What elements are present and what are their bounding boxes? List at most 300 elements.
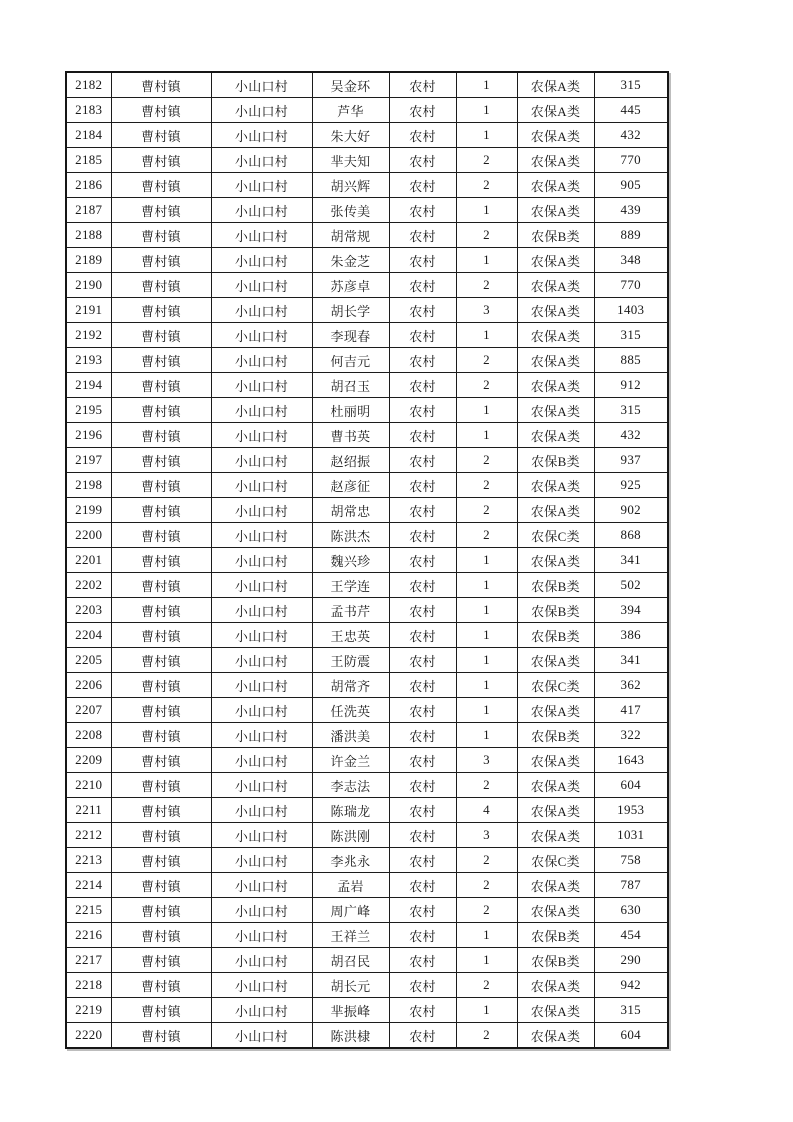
table-row	[66, 698, 668, 723]
cell-insurance-category: 农保A类	[517, 973, 594, 998]
cell-record-number: 2213	[66, 848, 111, 873]
table-row	[66, 973, 668, 998]
table-row	[66, 623, 668, 648]
cell-record-number: 2188	[66, 223, 111, 248]
cell-insurance-category: 农保A类	[517, 548, 594, 573]
cell-record-number: 2217	[66, 948, 111, 973]
cell-count: 1	[456, 948, 517, 973]
cell-village: 小山口村	[211, 248, 312, 273]
cell-residence-type: 农村	[389, 998, 456, 1023]
cell-residence-type: 农村	[389, 898, 456, 923]
table-row	[66, 598, 668, 623]
cell-town: 曹村镇	[111, 273, 211, 298]
cell-record-number: 2202	[66, 573, 111, 598]
cell-insurance-category: 农保C类	[517, 673, 594, 698]
table-row	[66, 723, 668, 748]
cell-residence-type: 农村	[389, 323, 456, 348]
cell-residence-type: 农村	[389, 1023, 456, 1049]
cell-residence-type: 农村	[389, 573, 456, 598]
cell-residence-type: 农村	[389, 548, 456, 573]
cell-person-name: 陈洪刚	[312, 823, 389, 848]
cell-village: 小山口村	[211, 823, 312, 848]
cell-town: 曹村镇	[111, 148, 211, 173]
cell-amount: 432	[594, 423, 668, 448]
cell-town: 曹村镇	[111, 123, 211, 148]
cell-amount: 502	[594, 573, 668, 598]
cell-insurance-category: 农保A类	[517, 498, 594, 523]
cell-person-name: 李兆永	[312, 848, 389, 873]
cell-village: 小山口村	[211, 623, 312, 648]
cell-town: 曹村镇	[111, 523, 211, 548]
cell-amount: 770	[594, 148, 668, 173]
cell-insurance-category: 农保A类	[517, 698, 594, 723]
cell-insurance-category: 农保B类	[517, 573, 594, 598]
cell-insurance-category: 农保A类	[517, 648, 594, 673]
cell-amount: 454	[594, 923, 668, 948]
cell-record-number: 2211	[66, 798, 111, 823]
cell-village: 小山口村	[211, 748, 312, 773]
cell-count: 2	[456, 173, 517, 198]
cell-town: 曹村镇	[111, 98, 211, 123]
cell-village: 小山口村	[211, 798, 312, 823]
cell-residence-type: 农村	[389, 248, 456, 273]
cell-amount: 604	[594, 773, 668, 798]
cell-residence-type: 农村	[389, 423, 456, 448]
cell-record-number: 2190	[66, 273, 111, 298]
cell-town: 曹村镇	[111, 198, 211, 223]
cell-insurance-category: 农保A类	[517, 473, 594, 498]
cell-person-name: 曹书英	[312, 423, 389, 448]
cell-town: 曹村镇	[111, 723, 211, 748]
cell-person-name: 何吉元	[312, 348, 389, 373]
cell-town: 曹村镇	[111, 498, 211, 523]
cell-insurance-category: 农保A类	[517, 198, 594, 223]
table-row	[66, 998, 668, 1023]
cell-record-number: 2194	[66, 373, 111, 398]
cell-residence-type: 农村	[389, 973, 456, 998]
cell-record-number: 2212	[66, 823, 111, 848]
cell-residence-type: 农村	[389, 823, 456, 848]
cell-record-number: 2184	[66, 123, 111, 148]
cell-count: 4	[456, 798, 517, 823]
cell-person-name: 胡长学	[312, 298, 389, 323]
cell-insurance-category: 农保B类	[517, 623, 594, 648]
cell-residence-type: 农村	[389, 298, 456, 323]
cell-village: 小山口村	[211, 723, 312, 748]
table-body	[66, 72, 668, 1048]
cell-count: 2	[456, 148, 517, 173]
cell-village: 小山口村	[211, 148, 312, 173]
cell-village: 小山口村	[211, 923, 312, 948]
cell-insurance-category: 农保A类	[517, 273, 594, 298]
cell-insurance-category: 农保C类	[517, 848, 594, 873]
cell-village: 小山口村	[211, 398, 312, 423]
cell-count: 1	[456, 72, 517, 98]
cell-count: 1	[456, 598, 517, 623]
cell-town: 曹村镇	[111, 398, 211, 423]
cell-record-number: 2182	[66, 72, 111, 98]
cell-village: 小山口村	[211, 848, 312, 873]
cell-record-number: 2193	[66, 348, 111, 373]
table-row	[66, 123, 668, 148]
table-row	[66, 873, 668, 898]
cell-count: 1	[456, 548, 517, 573]
cell-residence-type: 农村	[389, 923, 456, 948]
cell-person-name: 吴金环	[312, 72, 389, 98]
cell-count: 2	[456, 473, 517, 498]
cell-town: 曹村镇	[111, 248, 211, 273]
cell-amount: 942	[594, 973, 668, 998]
cell-insurance-category: 农保A类	[517, 423, 594, 448]
cell-count: 1	[456, 648, 517, 673]
cell-village: 小山口村	[211, 648, 312, 673]
cell-record-number: 2203	[66, 598, 111, 623]
cell-town: 曹村镇	[111, 323, 211, 348]
table-row	[66, 72, 668, 98]
cell-town: 曹村镇	[111, 423, 211, 448]
cell-count: 3	[456, 748, 517, 773]
cell-count: 1	[456, 573, 517, 598]
cell-person-name: 张传美	[312, 198, 389, 223]
cell-town: 曹村镇	[111, 1023, 211, 1049]
table-row	[66, 823, 668, 848]
cell-village: 小山口村	[211, 698, 312, 723]
cell-town: 曹村镇	[111, 748, 211, 773]
cell-record-number: 2198	[66, 473, 111, 498]
cell-record-number: 2199	[66, 498, 111, 523]
table-row	[66, 748, 668, 773]
cell-count: 1	[456, 123, 517, 148]
cell-residence-type: 农村	[389, 798, 456, 823]
cell-town: 曹村镇	[111, 773, 211, 798]
table-row	[66, 548, 668, 573]
cell-village: 小山口村	[211, 423, 312, 448]
cell-town: 曹村镇	[111, 848, 211, 873]
cell-person-name: 李现春	[312, 323, 389, 348]
cell-amount: 290	[594, 948, 668, 973]
cell-record-number: 2183	[66, 98, 111, 123]
cell-village: 小山口村	[211, 473, 312, 498]
cell-amount: 1643	[594, 748, 668, 773]
cell-count: 1	[456, 423, 517, 448]
cell-person-name: 任洗英	[312, 698, 389, 723]
cell-village: 小山口村	[211, 498, 312, 523]
cell-count: 2	[456, 273, 517, 298]
cell-insurance-category: 农保C类	[517, 523, 594, 548]
cell-record-number: 2219	[66, 998, 111, 1023]
cell-insurance-category: 农保A类	[517, 173, 594, 198]
cell-insurance-category: 农保B类	[517, 448, 594, 473]
cell-count: 1	[456, 323, 517, 348]
cell-insurance-category: 农保A类	[517, 873, 594, 898]
cell-count: 2	[456, 898, 517, 923]
cell-town: 曹村镇	[111, 548, 211, 573]
cell-record-number: 2218	[66, 973, 111, 998]
cell-village: 小山口村	[211, 948, 312, 973]
cell-person-name: 王学连	[312, 573, 389, 598]
cell-person-name: 赵彦征	[312, 473, 389, 498]
cell-count: 2	[456, 973, 517, 998]
cell-insurance-category: 农保A类	[517, 1023, 594, 1049]
cell-record-number: 2209	[66, 748, 111, 773]
cell-amount: 925	[594, 473, 668, 498]
cell-count: 2	[456, 348, 517, 373]
cell-residence-type: 农村	[389, 273, 456, 298]
cell-amount: 315	[594, 72, 668, 98]
cell-town: 曹村镇	[111, 173, 211, 198]
table-row	[66, 948, 668, 973]
cell-person-name: 胡召民	[312, 948, 389, 973]
cell-record-number: 2208	[66, 723, 111, 748]
cell-residence-type: 农村	[389, 448, 456, 473]
cell-count: 1	[456, 723, 517, 748]
cell-insurance-category: 农保A类	[517, 998, 594, 1023]
cell-insurance-category: 农保A类	[517, 823, 594, 848]
cell-village: 小山口村	[211, 298, 312, 323]
cell-record-number: 2215	[66, 898, 111, 923]
cell-village: 小山口村	[211, 998, 312, 1023]
cell-town: 曹村镇	[111, 923, 211, 948]
table-row	[66, 98, 668, 123]
cell-amount: 604	[594, 1023, 668, 1049]
table-row	[66, 198, 668, 223]
cell-residence-type: 农村	[389, 473, 456, 498]
cell-person-name: 陈洪棣	[312, 1023, 389, 1049]
cell-amount: 315	[594, 398, 668, 423]
cell-insurance-category: 农保A类	[517, 323, 594, 348]
cell-amount: 1031	[594, 823, 668, 848]
cell-person-name: 周广峰	[312, 898, 389, 923]
cell-count: 2	[456, 1023, 517, 1049]
cell-record-number: 2204	[66, 623, 111, 648]
cell-residence-type: 农村	[389, 148, 456, 173]
cell-person-name: 苏彦卓	[312, 273, 389, 298]
cell-amount: 315	[594, 998, 668, 1023]
cell-record-number: 2195	[66, 398, 111, 423]
cell-insurance-category: 农保B类	[517, 723, 594, 748]
cell-town: 曹村镇	[111, 873, 211, 898]
cell-town: 曹村镇	[111, 673, 211, 698]
cell-town: 曹村镇	[111, 298, 211, 323]
cell-residence-type: 农村	[389, 523, 456, 548]
cell-town: 曹村镇	[111, 348, 211, 373]
cell-person-name: 潘洪美	[312, 723, 389, 748]
cell-town: 曹村镇	[111, 973, 211, 998]
cell-village: 小山口村	[211, 223, 312, 248]
cell-record-number: 2200	[66, 523, 111, 548]
cell-person-name: 李志法	[312, 773, 389, 798]
cell-residence-type: 农村	[389, 698, 456, 723]
cell-insurance-category: 农保A类	[517, 248, 594, 273]
cell-town: 曹村镇	[111, 448, 211, 473]
table-row	[66, 523, 668, 548]
cell-amount: 322	[594, 723, 668, 748]
cell-insurance-category: 农保B类	[517, 948, 594, 973]
cell-record-number: 2191	[66, 298, 111, 323]
cell-record-number: 2196	[66, 423, 111, 448]
cell-person-name: 胡长元	[312, 973, 389, 998]
cell-amount: 439	[594, 198, 668, 223]
cell-person-name: 孟岩	[312, 873, 389, 898]
cell-person-name: 芈夫知	[312, 148, 389, 173]
cell-person-name: 陈瑞龙	[312, 798, 389, 823]
cell-amount: 315	[594, 323, 668, 348]
table-row	[66, 1023, 668, 1049]
cell-person-name: 朱大好	[312, 123, 389, 148]
cell-town: 曹村镇	[111, 373, 211, 398]
table-row	[66, 798, 668, 823]
cell-residence-type: 农村	[389, 72, 456, 98]
cell-person-name: 胡常忠	[312, 498, 389, 523]
cell-insurance-category: 农保A类	[517, 348, 594, 373]
cell-count: 1	[456, 998, 517, 1023]
cell-village: 小山口村	[211, 273, 312, 298]
cell-village: 小山口村	[211, 573, 312, 598]
cell-village: 小山口村	[211, 973, 312, 998]
table-row	[66, 148, 668, 173]
table-row	[66, 348, 668, 373]
cell-count: 1	[456, 923, 517, 948]
cell-count: 1	[456, 623, 517, 648]
table-row	[66, 248, 668, 273]
cell-person-name: 芈振峰	[312, 998, 389, 1023]
cell-count: 1	[456, 398, 517, 423]
table-row	[66, 298, 668, 323]
cell-insurance-category: 农保A类	[517, 298, 594, 323]
cell-insurance-category: 农保B类	[517, 223, 594, 248]
cell-amount: 432	[594, 123, 668, 148]
cell-insurance-category: 农保A类	[517, 123, 594, 148]
cell-count: 2	[456, 873, 517, 898]
cell-count: 1	[456, 98, 517, 123]
table-row	[66, 923, 668, 948]
table-row	[66, 273, 668, 298]
cell-village: 小山口村	[211, 548, 312, 573]
cell-village: 小山口村	[211, 323, 312, 348]
cell-record-number: 2187	[66, 198, 111, 223]
cell-count: 1	[456, 673, 517, 698]
cell-person-name: 魏兴珍	[312, 548, 389, 573]
cell-amount: 341	[594, 648, 668, 673]
cell-record-number: 2206	[66, 673, 111, 698]
cell-town: 曹村镇	[111, 648, 211, 673]
cell-amount: 445	[594, 98, 668, 123]
cell-person-name: 王忠英	[312, 623, 389, 648]
cell-record-number: 2185	[66, 148, 111, 173]
table-row	[66, 223, 668, 248]
cell-record-number: 2201	[66, 548, 111, 573]
cell-village: 小山口村	[211, 123, 312, 148]
cell-insurance-category: 农保A类	[517, 72, 594, 98]
cell-person-name: 胡召玉	[312, 373, 389, 398]
cell-amount: 868	[594, 523, 668, 548]
cell-village: 小山口村	[211, 373, 312, 398]
cell-village: 小山口村	[211, 873, 312, 898]
cell-amount: 394	[594, 598, 668, 623]
cell-record-number: 2186	[66, 173, 111, 198]
table-row	[66, 173, 668, 198]
cell-record-number: 2216	[66, 923, 111, 948]
cell-person-name: 许金兰	[312, 748, 389, 773]
table-row	[66, 473, 668, 498]
cell-town: 曹村镇	[111, 573, 211, 598]
cell-count: 2	[456, 373, 517, 398]
cell-village: 小山口村	[211, 523, 312, 548]
cell-village: 小山口村	[211, 72, 312, 98]
cell-residence-type: 农村	[389, 398, 456, 423]
cell-village: 小山口村	[211, 598, 312, 623]
cell-town: 曹村镇	[111, 698, 211, 723]
cell-residence-type: 农村	[389, 98, 456, 123]
cell-amount: 417	[594, 698, 668, 723]
cell-town: 曹村镇	[111, 72, 211, 98]
cell-count: 2	[456, 498, 517, 523]
cell-residence-type: 农村	[389, 598, 456, 623]
cell-amount: 1403	[594, 298, 668, 323]
cell-record-number: 2197	[66, 448, 111, 473]
cell-town: 曹村镇	[111, 223, 211, 248]
cell-residence-type: 农村	[389, 348, 456, 373]
cell-amount: 341	[594, 548, 668, 573]
cell-person-name: 王祥兰	[312, 923, 389, 948]
cell-person-name: 杜丽明	[312, 398, 389, 423]
cell-count: 1	[456, 698, 517, 723]
table-row	[66, 373, 668, 398]
table-row	[66, 323, 668, 348]
cell-count: 2	[456, 773, 517, 798]
table-row	[66, 498, 668, 523]
cell-record-number: 2192	[66, 323, 111, 348]
table-row	[66, 448, 668, 473]
cell-amount: 902	[594, 498, 668, 523]
cell-amount: 770	[594, 273, 668, 298]
cell-insurance-category: 农保A类	[517, 398, 594, 423]
cell-count: 3	[456, 823, 517, 848]
cell-village: 小山口村	[211, 448, 312, 473]
cell-residence-type: 农村	[389, 873, 456, 898]
table-row	[66, 423, 668, 448]
cell-insurance-category: 农保B类	[517, 923, 594, 948]
cell-residence-type: 农村	[389, 173, 456, 198]
cell-insurance-category: 农保A类	[517, 898, 594, 923]
cell-person-name: 陈洪杰	[312, 523, 389, 548]
cell-residence-type: 农村	[389, 623, 456, 648]
cell-residence-type: 农村	[389, 673, 456, 698]
cell-residence-type: 农村	[389, 498, 456, 523]
cell-residence-type: 农村	[389, 123, 456, 148]
cell-record-number: 2207	[66, 698, 111, 723]
cell-count: 2	[456, 223, 517, 248]
cell-count: 1	[456, 198, 517, 223]
cell-person-name: 胡兴辉	[312, 173, 389, 198]
records-table	[65, 71, 669, 1049]
cell-village: 小山口村	[211, 173, 312, 198]
cell-person-name: 孟书芹	[312, 598, 389, 623]
cell-residence-type: 农村	[389, 773, 456, 798]
cell-residence-type: 农村	[389, 748, 456, 773]
cell-town: 曹村镇	[111, 898, 211, 923]
cell-count: 2	[456, 523, 517, 548]
cell-residence-type: 农村	[389, 848, 456, 873]
cell-town: 曹村镇	[111, 823, 211, 848]
cell-insurance-category: 农保B类	[517, 598, 594, 623]
cell-count: 3	[456, 298, 517, 323]
cell-residence-type: 农村	[389, 223, 456, 248]
cell-amount: 348	[594, 248, 668, 273]
cell-person-name: 朱金芝	[312, 248, 389, 273]
cell-village: 小山口村	[211, 673, 312, 698]
cell-village: 小山口村	[211, 98, 312, 123]
